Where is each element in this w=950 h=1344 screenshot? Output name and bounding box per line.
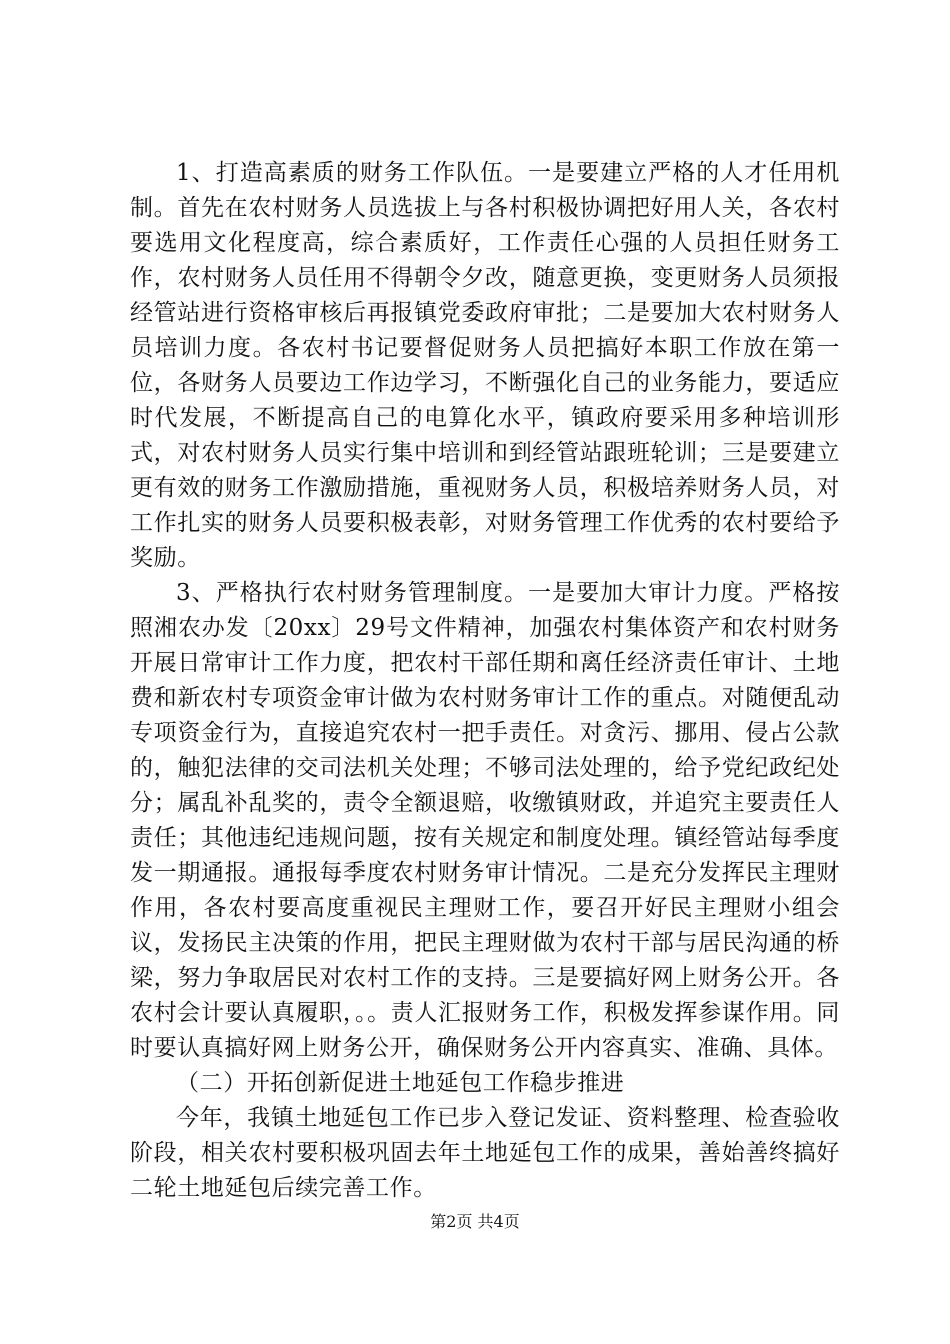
section-heading-land-extension: （二）开拓创新促进土地延包工作稳步推进 bbox=[176, 1070, 625, 1096]
paragraph-land-extension: 今年，我镇土地延包工作已步入登记发证、资料整理、检查验收阶段，相关农村要积极巩固去年土地延包工作的成果，善始善终搞好二轮土地延包后续完善工作。 bbox=[130, 1105, 840, 1201]
document-body bbox=[130, 156, 840, 1206]
page-number-footer: 第2页 共4页 bbox=[430, 1212, 520, 1231]
paragraph-staff-team: 1、打造高素质的财务工作队伍。一是要建立严格的人才任用机制。首先在农村财务人员选拔上与各村积极协调把好用人关，各农村要选用文化程度高，综合素质好，工作责任心强的人员担任财务工作，农村财务人员任用不得朝令夕改，随意更换，变更财务人员须报经管站进行资格审核后再报镇党委政府审批；二是要加大农村财务人员培训力度。各农村书记要督促财务人员把搞好本职工作放在第一位，各财务人员要边工作边学习，不断强化自己的业务能力，要适应时代发展，不断提高自己的电算化水平，镇政府要采用多种培训形式，对农村财务人员实行集中培训和到经管站跟班轮训；三是要建立更有效的财务工作激励措施，重视财务人员，积极培养财务人员，对工作扎实的财务人员要积极表彰，对财务管理工作优秀的农村要给予奖励。 bbox=[130, 160, 840, 571]
paragraph-finance-rules: 3、严格执行农村财务管理制度。一是要加大审计力度。严格按照湘农办发〔20xx〕29号文件精神，加强农村集体资产和农村财务开展日常审计工作力度，把农村干部任期和离任经济责任审计、土地费和新农村专项资金审计做为农村财务审计工作的重点。对随便乱动专项资金行为，直接追究农村一把手责任。对贪污、挪用、侵占公款的，触犯法律的交司法机关处理；不够司法处理的，给予党纪政纪处分；属乱补乱奖的，责令全额退赔，收缴镇财政，并追究主要责任人责任；其他违纪违规问题，按有关规定和制度处理。镇经管站每季度发一期通报。通报每季度农村财务审计情况。二是充分发挥民主理财作用，各农村要高度重视民主理财工作，要召开好民主理财小组会议，发扬民主决策的作用，把民主理财做为农村干部与居民沟通的桥梁，努力争取居民对农村工作的支持。三是要搞好网上财务公开。各农村会计要认真履职，。。责人汇报财务工作，积极发挥参谋作用。同时要认真搞好网上财务公开，确保财务公开内容真实、准确、具体。 bbox=[130, 580, 840, 1061]
